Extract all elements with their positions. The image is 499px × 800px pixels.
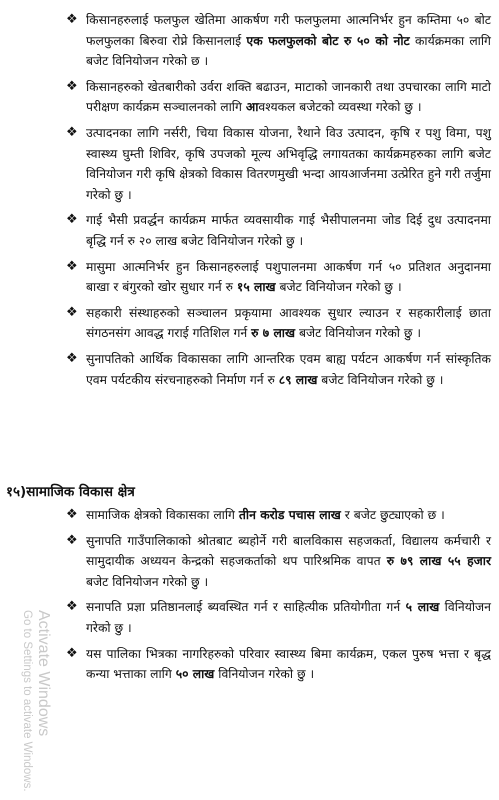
item-text: यस पालिका भित्रका नागरिहरुको परिवार स्वास्थ्य बिमा कार्यक्रम, एकल पुरुष भत्ता र बृद्ध कन्या भत्ताका लागि xyxy=(86,646,491,682)
item-text: सामाजिक क्षेत्रको विकासका लागि xyxy=(86,508,239,522)
item-text: सुनापति गाउँपालिकाको श्रोतबाट ब्यहोर्ने गरी बालविकास सहजकर्ता, विद्यालय कर्मचारी र सामुदायीक अध्ययन केन्द्रको सहजकर्ताको थप पारिश्रमिक वापत xyxy=(86,533,491,569)
bold-amount: ८९ लाख xyxy=(278,372,318,387)
item-text: सुनापतिको आर्थिक विकासका लागि आन्तरिक एवम बाह्य पर्यटन आकर्षण गर्न सांस्कृतिक एवम पर्यटकीय संरचनाहरुको निर्माण गर्न रु xyxy=(86,351,491,387)
bullet-item xyxy=(66,77,491,118)
budget-list-agriculture xyxy=(66,10,491,395)
bullet-item xyxy=(66,210,491,251)
diamond-bullet-icon: ❖ xyxy=(66,258,78,274)
bullet-item xyxy=(66,644,491,685)
item-text: बजेट विनियोजन गरेको छु । xyxy=(275,280,402,295)
diamond-bullet-icon: ❖ xyxy=(66,507,78,522)
item-text: सहकारी संस्थाहरुको सञ्चालन प्रकृयामा आवश्यक सुधार ल्याउन र सहकारीलाई छाता संगठनसंग आवद्ध गराई गतिशिल गर्न xyxy=(86,305,491,341)
bullet-item xyxy=(66,257,491,298)
bold-amount: तीन करोड पचास लाख xyxy=(238,508,341,522)
bullet-item xyxy=(66,303,491,344)
diamond-bullet-icon: ❖ xyxy=(66,599,78,615)
diamond-bullet-icon: ❖ xyxy=(66,645,78,661)
bold-amount: आ xyxy=(245,100,259,115)
item-text: विनियोजन गरेको छु । xyxy=(214,667,315,682)
watermark-title: Activate Windows xyxy=(35,610,52,737)
bold-amount: रु ७९ लाख ५५ हजार xyxy=(386,554,491,569)
bold-amount: रु ७ लाख xyxy=(251,326,296,341)
diamond-bullet-icon: ❖ xyxy=(66,78,78,94)
bold-amount: ५० लाख xyxy=(175,667,215,682)
bullet-item xyxy=(66,10,491,72)
diamond-bullet-icon: ❖ xyxy=(66,124,78,140)
item-text: कार्यक्रमका लागि बजेट विनियोजन गरेको छ । xyxy=(86,33,491,69)
bold-amount: ५ लाख xyxy=(405,600,440,615)
bold-amount: १५ लाख xyxy=(236,280,276,295)
item-text: मासुमा आत्मनिर्भर हुन किसानहरुलाई पशुपालनमा आकर्षण गर्न ५० प्रतिशत अनुदानमा बाखा र बंगुरको खोर सुधार गर्न रु xyxy=(86,259,491,295)
diamond-bullet-icon: ❖ xyxy=(66,350,78,366)
item-text: सनापति प्रज्ञा प्रतिष्ठानलाई ब्यवस्थित गर्न र साहित्यीक प्रतियोगीता गर्न xyxy=(86,600,406,615)
bullet-item xyxy=(66,505,491,526)
watermark-subtitle: Go to Settings to activate Windows. xyxy=(21,610,33,792)
item-text: बजेट विनियोजन गरेको छु । xyxy=(295,326,422,341)
bullet-item xyxy=(66,531,491,593)
item-text: र बजेट छुट्याएको छ । xyxy=(340,508,445,522)
diamond-bullet-icon: ❖ xyxy=(66,304,78,320)
bullet-item xyxy=(66,597,491,638)
budget-list-social xyxy=(66,505,491,690)
bold-amount: एक फलफुलको बोट रु ५० को नोट xyxy=(246,33,410,48)
diamond-bullet-icon: ❖ xyxy=(66,532,78,548)
item-text: बजेट विनियोजन गरेको छु । xyxy=(86,574,209,589)
diamond-bullet-icon: ❖ xyxy=(66,212,78,228)
item-text: बजेट विनियोजन गरेको छु । xyxy=(317,372,444,387)
item-text: किसानहरुको खेतबारीको उर्वरा शक्ति बढाउन, माटाको जानकारी तथा उपचारका लागि माटो परीक्षण कार्यक्रम सञ्चालनको लागि xyxy=(86,79,491,115)
activate-windows-watermark xyxy=(21,610,52,792)
item-text: विनियोजन गरेको छु । xyxy=(86,600,491,635)
bullet-item xyxy=(66,123,491,205)
item-text: उत्पादनका लागि नर्सरी, चिया विकास योजना, रैथाने विउ उत्पादन, कृषि र पशु विमा, पशु स्वास्थ्य घुम्ती शिविर, कृषि उपजको मूल्य अभिवृद्धि लगायतका कार्यक्रमहरुका लागि बजेट विनियोजन गरी कृषि क्षेत्रको विकास वितरणमुखी भन्दा आयआर्जनमा उत्प्रेरित हुने गरी तर्जुमा गरेको छु । xyxy=(86,125,491,202)
bullet-item xyxy=(66,349,491,390)
item-text: वश्यकल बजेटको व्यवस्था गरेको छु । xyxy=(258,100,422,115)
item-text: किसानहरुलाई फलफुल खेतिमा आकर्षण गरी फलफुलमा आत्मनिर्भर हुन कम्तिमा ५० बोट फलफुलका बिरुवा रोप्ने किसानलाई xyxy=(86,13,491,48)
item-text: गाई भैसी प्रवर्द्धन कार्यक्रम मार्फत व्यवसायीक गाई भैसीपालनमा जोड दिई दुध उत्पादनमा बृद्धि गर्न रु २० लाख बजेट विनियोजन गरेको छु । xyxy=(86,213,491,248)
diamond-bullet-icon: ❖ xyxy=(66,12,78,27)
section-heading: १५)सामाजिक विकास क्षेत्र xyxy=(6,484,135,500)
